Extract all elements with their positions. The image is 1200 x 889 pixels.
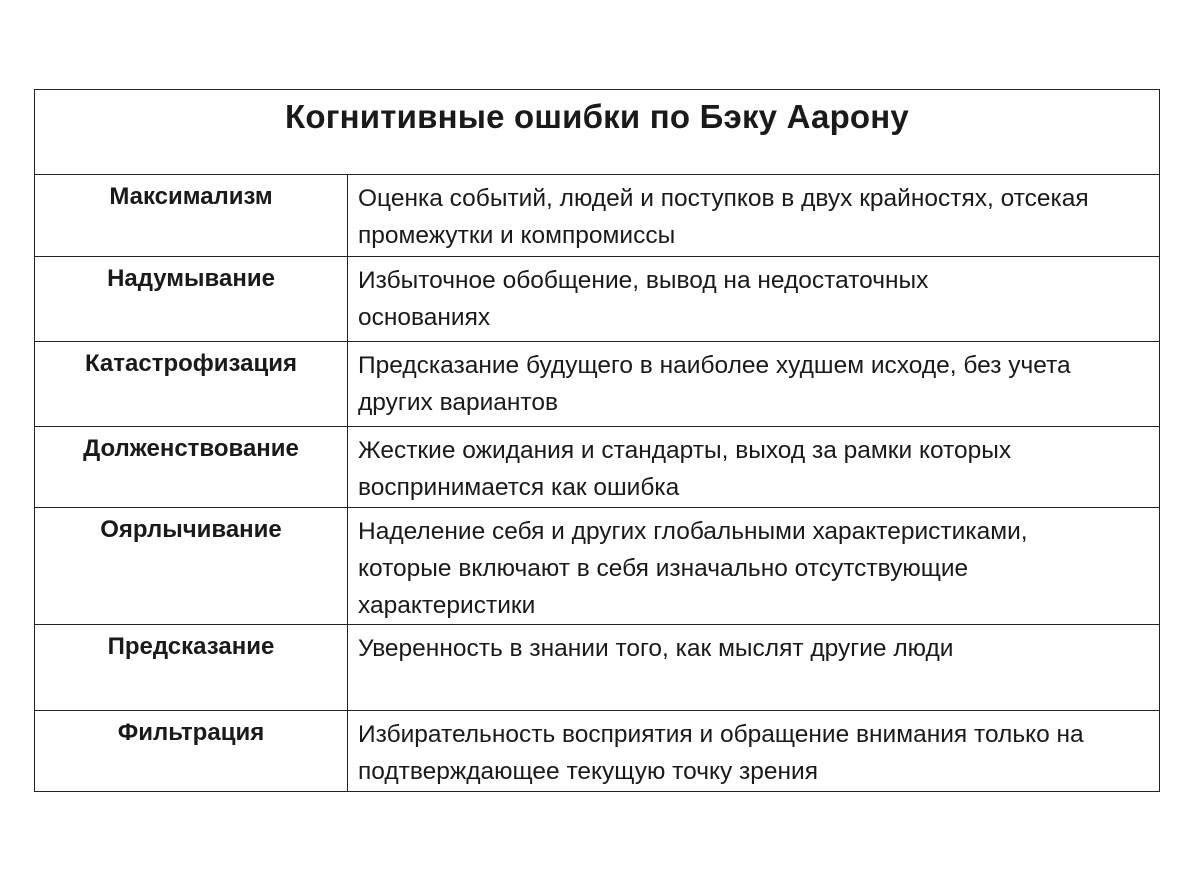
description-cell xyxy=(348,508,1160,625)
term-label: Максимализм xyxy=(109,183,273,210)
term-cell xyxy=(35,427,348,508)
term-cell xyxy=(35,175,348,257)
description-cell xyxy=(348,625,1160,711)
description-text: Предсказание будущего в наиболее худшем исходе, без учета других вариантов xyxy=(358,352,1071,416)
term-cell xyxy=(35,342,348,427)
description-cell xyxy=(348,342,1160,427)
term-cell xyxy=(35,711,348,792)
table-row xyxy=(35,508,1160,625)
term-label: Оярлычивание xyxy=(100,516,282,543)
table-row xyxy=(35,625,1160,711)
term-label: Катастрофизация xyxy=(84,350,298,377)
description-text: Уверенность в знании того, как мыслят другие люди xyxy=(358,635,954,662)
description-text: Жесткие ожидания и стандарты, выход за рамки которых воспринимается как ошибка xyxy=(358,437,1012,501)
term-cell xyxy=(35,257,348,342)
table-row xyxy=(35,427,1160,508)
description-text: Избирательность восприятия и обращение внимания только на подтверждающее текущую точку зрения xyxy=(358,721,1084,785)
term-label: Надумывание xyxy=(107,265,275,292)
term-label: Предсказание xyxy=(107,633,275,660)
description-text: Наделение себя и других глобальными характеристиками, которые включают в себя изначально отсутствующие характеристики xyxy=(358,518,1028,619)
description-text: Оценка событий, людей и поступков в двух крайностях, отсекая промежутки и компромиссы xyxy=(358,185,1089,249)
term-cell xyxy=(35,625,348,711)
table-row xyxy=(35,342,1160,427)
table-row xyxy=(35,711,1160,792)
cognitive-errors-table xyxy=(34,89,1160,792)
title-row xyxy=(35,90,1160,175)
table-row xyxy=(35,175,1160,257)
description-text: Избыточное обобщение, вывод на недостаточных основаниях xyxy=(358,267,929,331)
term-cell xyxy=(35,508,348,625)
term-label: Долженствование xyxy=(83,435,299,462)
description-cell xyxy=(348,427,1160,508)
description-cell xyxy=(348,257,1160,342)
description-cell xyxy=(348,711,1160,792)
title-cell xyxy=(35,90,1160,175)
description-cell xyxy=(348,175,1160,257)
term-label: Фильтрация xyxy=(117,719,265,746)
table-row xyxy=(35,257,1160,342)
table-title: Когнитивные ошибки по Бэку Аарону xyxy=(285,98,909,135)
